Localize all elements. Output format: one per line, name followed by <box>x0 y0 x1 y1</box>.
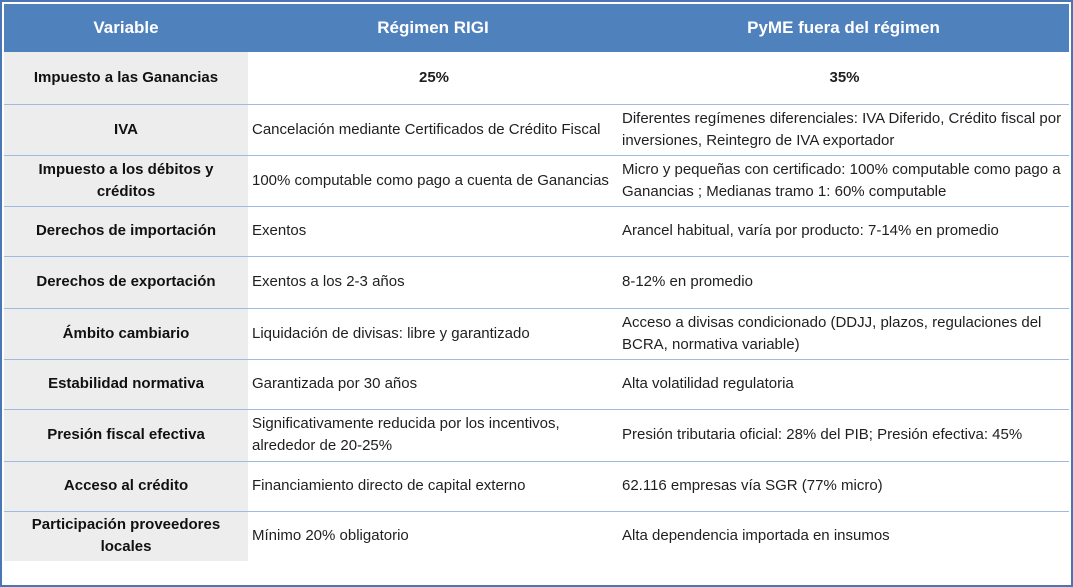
pyme-cell: Acceso a divisas condicionado (DDJJ, plazos, regulaciones del BCRA, normativa variable) <box>618 308 1069 359</box>
table-row <box>4 52 1069 104</box>
rigi-cell: Significativamente reducida por los incentivos, alrededor de 20-25% <box>248 409 618 461</box>
row-variable: Estabilidad normativa <box>4 359 248 409</box>
rigi-cell: Mínimo 20% obligatorio <box>252 527 409 545</box>
row-variable: Impuesto a las Ganancias <box>4 52 248 104</box>
table-row <box>4 206 1069 256</box>
rigi-cell: Liquidación de divisas: libre y garantizado <box>248 308 618 359</box>
rigi-cell: Exentos a los 2-3 años <box>248 256 618 308</box>
rigi-cell: Exentos <box>248 206 618 256</box>
table-header-row <box>4 4 1069 52</box>
header-pyme: PyME fuera del régimen <box>747 18 940 37</box>
row-variable: Derechos de importación <box>4 206 248 256</box>
pyme-cell: Alta dependencia importada en insumos <box>622 527 890 545</box>
pyme-cell: Micro y pequeñas con certificado: 100% computable como pago a Ganancias ; Medianas tramo 1: 60% computable <box>618 155 1069 206</box>
pyme-cell: Presión tributaria oficial: 28% del PIB; Presión efectiva: 45% <box>618 409 1069 461</box>
table-row <box>4 155 1069 206</box>
table-row <box>4 461 1069 511</box>
row-variable: Ámbito cambiario <box>4 308 248 359</box>
comparison-table <box>4 4 1069 561</box>
row-variable: Derechos de exportación <box>4 256 248 308</box>
rigi-cell: Financiamiento directo de capital externo <box>248 461 618 511</box>
row-variable: Presión fiscal efectiva <box>4 409 248 461</box>
header-variable: Variable <box>93 18 159 37</box>
pyme-cell: 8-12% en promedio <box>618 256 1069 308</box>
pyme-cell: 62.116 empresas vía SGR (77% micro) <box>618 461 1069 511</box>
row-variable: Participación proveedores locales <box>4 511 248 561</box>
table-row <box>4 104 1069 155</box>
rigi-cell: Garantizada por 30 años <box>248 359 618 409</box>
header-rigi: Régimen RIGI <box>377 18 489 37</box>
row-variable: Impuesto a los débitos y créditos <box>4 155 248 206</box>
table-row <box>4 409 1069 461</box>
row-variable: Acceso al crédito <box>4 461 248 511</box>
pyme-cell: 35% <box>618 52 1069 104</box>
pyme-cell: Arancel habitual, varía por producto: 7-14% en promedio <box>618 206 1069 256</box>
rigi-cell: Cancelación mediante Certificados de Crédito Fiscal <box>248 104 618 155</box>
pyme-cell: Alta volatilidad regulatoria <box>618 359 1069 409</box>
table-row <box>4 256 1069 308</box>
row-variable: IVA <box>4 104 248 155</box>
table-row <box>4 511 1069 561</box>
table-row <box>4 359 1069 409</box>
rigi-cell: 25% <box>248 52 618 104</box>
table-row <box>4 308 1069 359</box>
rigi-cell: 100% computable como pago a cuenta de Ganancias <box>248 155 618 206</box>
pyme-cell: Diferentes regímenes diferenciales: IVA Diferido, Crédito fiscal por inversiones, Reintegro de IVA exportador <box>618 104 1069 155</box>
